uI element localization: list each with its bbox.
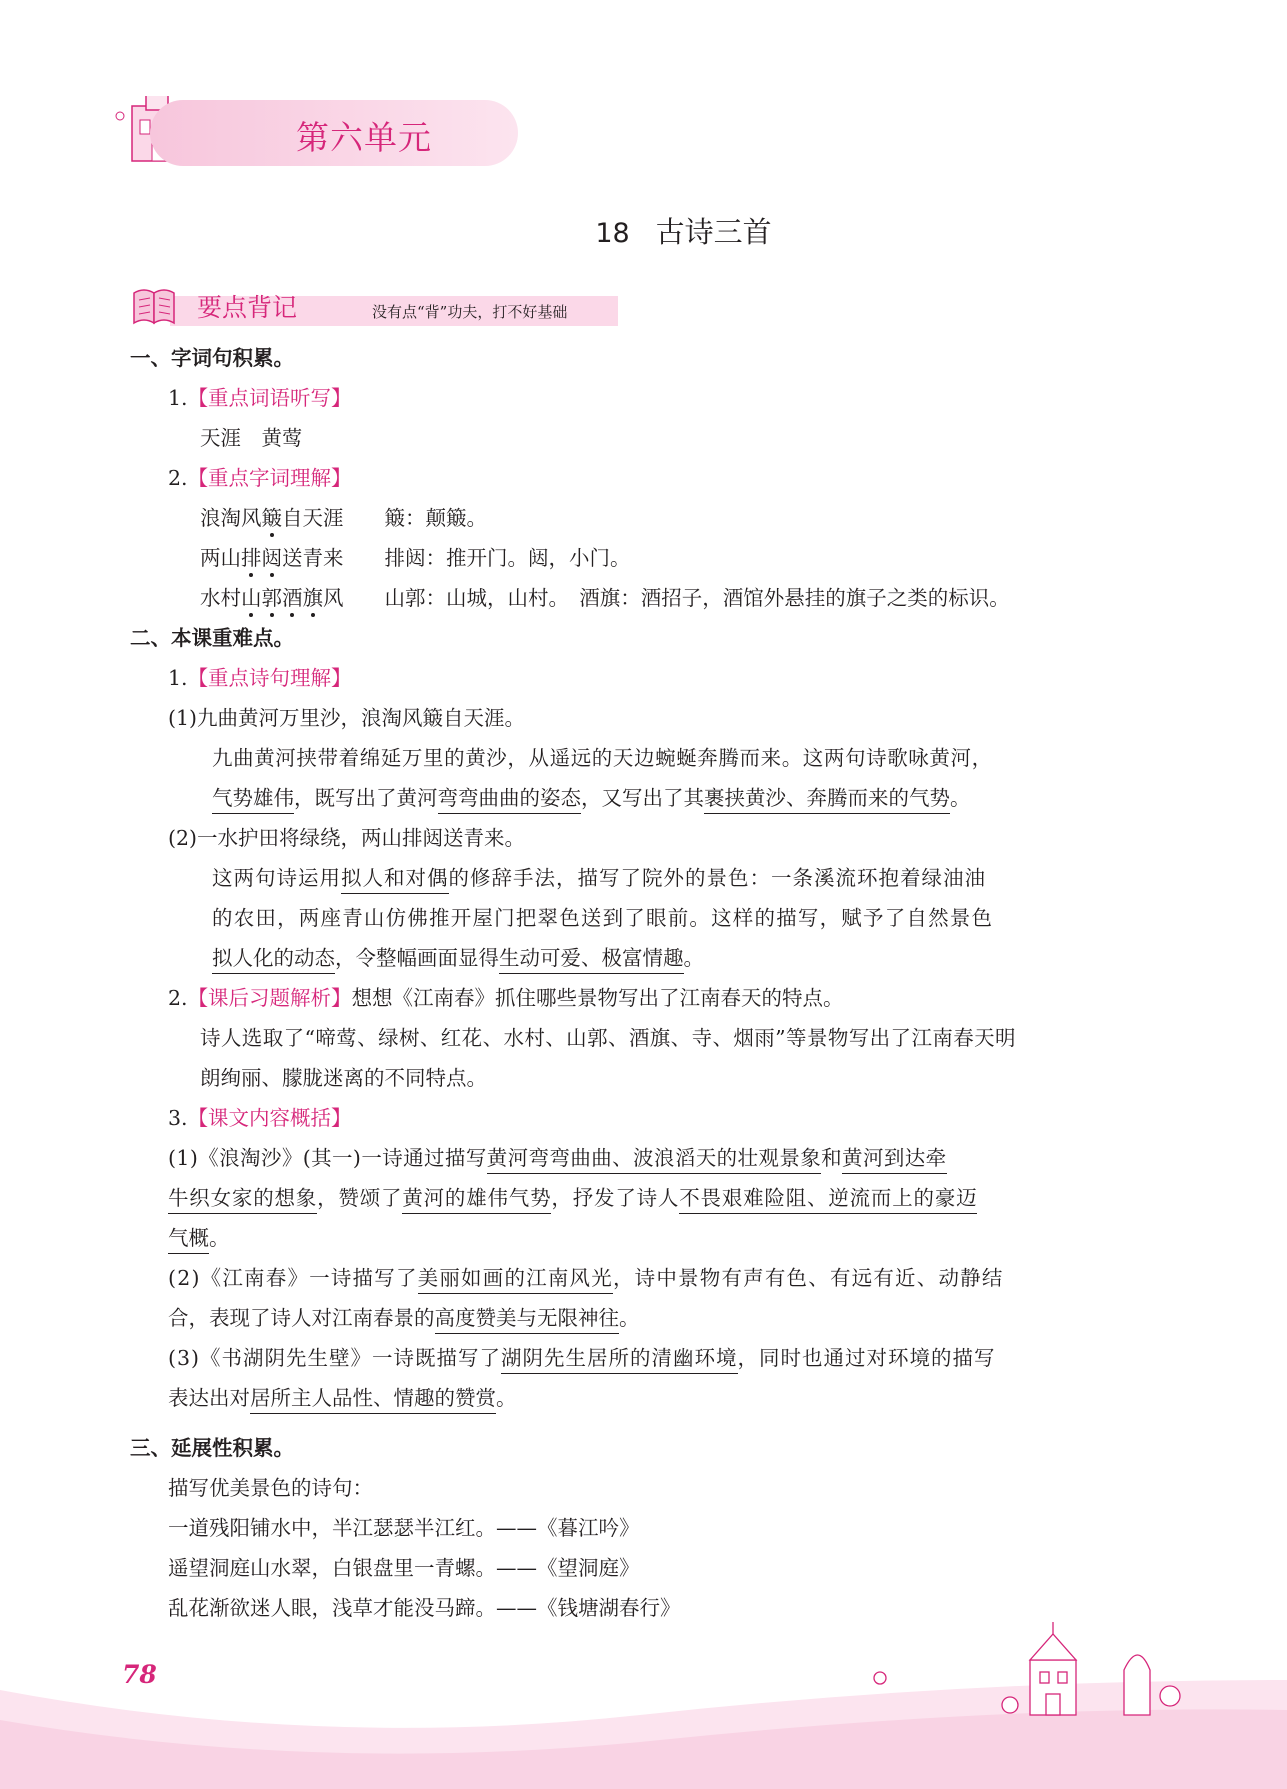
lesson-name: 古诗三首: [655, 215, 772, 249]
summary-line: [168, 1304, 640, 1332]
text: 水村: [200, 586, 241, 610]
emphasis-char: 酒: [282, 586, 303, 610]
explain-line: 的农田，两座青山仿佛推开屋门把翠色送到了眼前。这样的描写，赋予了自然景色: [212, 906, 994, 930]
text: ，同时也通过对环境的描写: [737, 1346, 996, 1370]
footer-decoration: [0, 1600, 1287, 1789]
key-phrase: 拟人和对偶: [341, 866, 449, 894]
summary-line: [168, 1384, 517, 1412]
text: 。: [496, 1386, 517, 1410]
poem-quote: 乱花渐欲迷人眼，浅草才能没马蹄。——《钱塘湖春行》: [168, 1596, 681, 1620]
lesson-number: 18: [595, 218, 630, 249]
item-2-3: [168, 1104, 352, 1132]
summary-line: [168, 1344, 996, 1372]
text: (1)《浪淘沙》(其一)一诗通过描写: [168, 1146, 487, 1170]
item-1-1: [168, 384, 352, 412]
emphasis-char: 排: [241, 546, 262, 570]
emphasis-char: 郭: [261, 586, 282, 610]
item-tag: 【重点词语听写】: [187, 386, 352, 410]
text: ，又写出了其: [581, 786, 704, 810]
text: 合，表现了诗人对江南春景的: [168, 1306, 435, 1330]
key-phrase: 牛织女家的想象: [168, 1186, 317, 1214]
item-tag: 【重点字词理解】: [187, 466, 352, 490]
emphasis-char: 旗: [302, 586, 323, 610]
item-2-1: [168, 664, 352, 692]
vocab-line: 天涯 黄莺: [200, 426, 303, 450]
item-2-2: [168, 984, 844, 1012]
text: 和: [821, 1146, 843, 1170]
text: 风 山郭：山城，山村。 酒旗：酒招子，酒馆外悬挂的旗子之类的标识。: [323, 586, 1010, 610]
text: 两山: [200, 546, 241, 570]
summary-line: [168, 1184, 977, 1212]
key-phrase: 气势雄伟: [212, 786, 294, 814]
key-phrase: 居所主人品性、情趣的赞赏: [250, 1386, 496, 1414]
key-phrase: 拟人化的动态: [212, 946, 335, 974]
text: ，既写出了黄河: [294, 786, 438, 810]
page-number: 78: [122, 1660, 157, 1689]
emphasis-char: 山: [241, 586, 262, 610]
word-explain-3: [200, 584, 1010, 612]
poem-line-2: (2)一水护田将绿绕，两山排闼送青来。: [168, 826, 526, 850]
text: ，诗中景物有声有色、有远有近、动静结: [612, 1266, 1004, 1290]
answer-line: 诗人选取了“啼莺、绿树、红花、水村、山郭、酒旗、寺、烟雨”等景物写出了江南春天明: [200, 1026, 1016, 1050]
heading-2: 二、本课重难点。: [130, 626, 294, 650]
answer-line: 朗绚丽、朦胧迷离的不同特点。: [200, 1066, 487, 1090]
heading-1: 一、字词句积累。: [130, 346, 294, 370]
key-phrase: 裹挟黄沙、奔腾而来的气势: [704, 786, 950, 814]
extension-intro: 描写优美景色的诗句：: [168, 1476, 373, 1500]
text: ，令整幅画面显得: [335, 946, 499, 970]
heading-3: 三、延展性积累。: [130, 1436, 294, 1460]
item-number: 1.: [168, 386, 188, 410]
key-phrase: 气概: [168, 1226, 209, 1254]
lesson-title: [0, 210, 1287, 251]
key-phrase: 不畏艰难险阻、逆流而上的豪迈: [679, 1186, 977, 1214]
key-phrase: 美丽如画的江南风光: [418, 1266, 613, 1294]
text: 。: [619, 1306, 640, 1330]
open-book-icon: [130, 283, 180, 327]
key-phrase: 高度赞美与无限神往: [435, 1306, 620, 1334]
emphasis-char: 闼: [261, 546, 282, 570]
item-1-2: [168, 464, 352, 492]
item-number: 3.: [168, 1106, 188, 1130]
text: 浪淘风: [200, 506, 262, 530]
explain-line: [212, 784, 971, 812]
key-phrase: 黄河到达牵: [842, 1146, 947, 1174]
emphasis-char: 簸: [261, 506, 282, 530]
word-explain-1: [200, 504, 487, 532]
summary-line: [168, 1144, 947, 1172]
key-phrase: 黄河的雄伟气势: [402, 1186, 551, 1214]
poem-line-1: (1)九曲黄河万里沙，浪淘风簸自天涯。: [168, 706, 526, 730]
summary-line: [168, 1264, 1004, 1292]
question-text: 想想《江南春》抓住哪些景物写出了江南春天的特点。: [351, 986, 844, 1010]
key-phrase: 黄河弯弯曲曲、波浪滔天的壮观景象: [487, 1146, 821, 1174]
explain-line: 九曲黄河挟带着绵延万里的黄沙，从遥远的天边蜿蜒奔腾而来。这两句诗歌咏黄河，: [212, 746, 993, 770]
summary-line: [168, 1224, 230, 1252]
explain-line: [212, 864, 986, 892]
item-number: 2.: [168, 466, 188, 490]
text: (3)《书湖阴先生壁》一诗既描写了: [168, 1346, 502, 1370]
text: 的修辞手法，描写了院外的景色：一条溪流环抱着绿油油: [448, 866, 986, 890]
section-title: 要点背记: [197, 293, 298, 322]
unit-title: 第六单元: [296, 118, 432, 157]
text: 这两句诗运用: [212, 866, 341, 890]
key-phrase: 生动可爱、极富情趣: [499, 946, 684, 974]
item-number: 2.: [168, 986, 188, 1010]
text: 。: [209, 1226, 230, 1250]
item-tag: 【课文内容概括】: [187, 1106, 352, 1130]
item-tag: 【重点诗句理解】: [187, 666, 352, 690]
item-number: 1.: [168, 666, 188, 690]
text: (2)《江南春》一诗描写了: [168, 1266, 418, 1290]
explain-line: [212, 944, 704, 972]
text: 送青来 排闼：推开门。闼，小门。: [282, 546, 631, 570]
key-phrase: 湖阴先生居所的清幽环境: [501, 1346, 738, 1374]
text: 。: [950, 786, 971, 810]
text: ，赞颂了: [317, 1186, 403, 1210]
section-motto: 没有点“背”功夫，打不好基础: [372, 303, 568, 321]
text: ，抒发了诗人: [551, 1186, 680, 1210]
poem-quote: 一道残阳铺水中，半江瑟瑟半江红。——《暮江吟》: [168, 1516, 640, 1540]
text: 。: [683, 946, 704, 970]
key-phrase: 弯弯曲曲的姿态: [438, 786, 582, 814]
text: 表达出对: [168, 1386, 250, 1410]
item-tag: 【课后习题解析】: [187, 986, 352, 1010]
text: 自天涯 簸：颠簸。: [282, 506, 487, 530]
poem-quote: 遥望洞庭山水翠，白银盘里一青螺。——《望洞庭》: [168, 1556, 640, 1580]
word-explain-2: [200, 544, 631, 572]
